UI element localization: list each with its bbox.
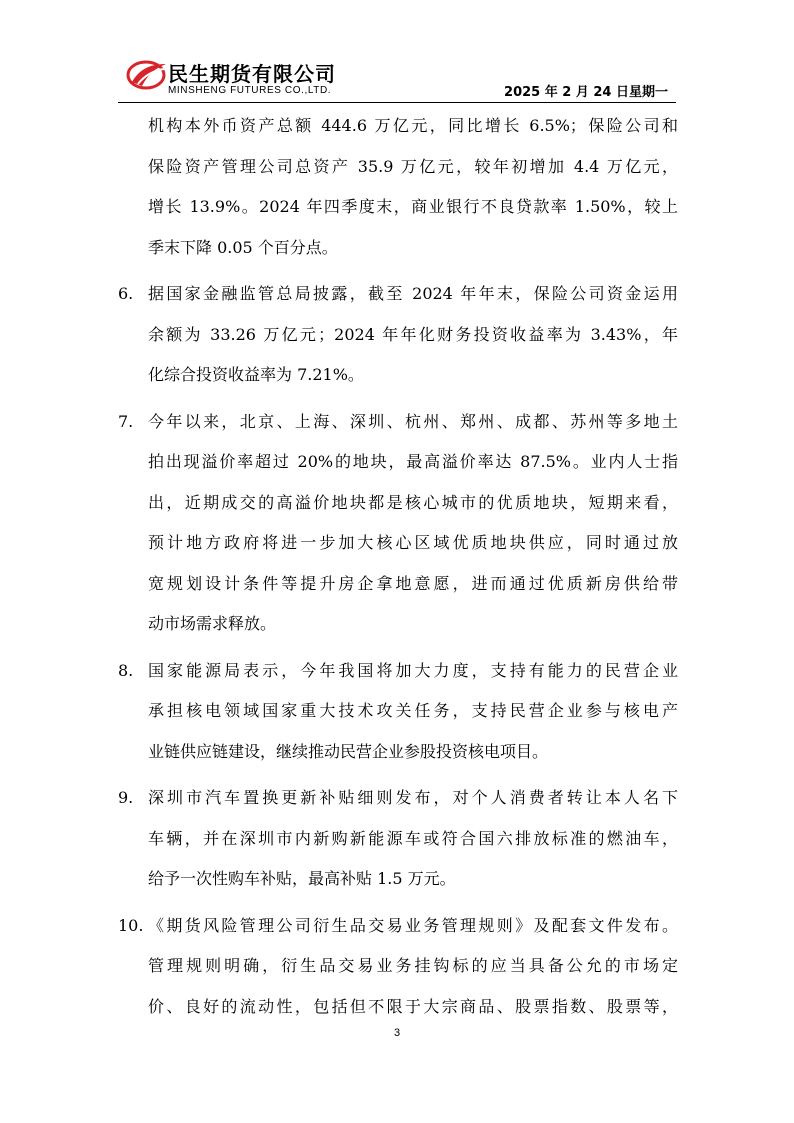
news-list (118, 106, 678, 1027)
text-line: 业链供应链建设，继续推动民营企业参股投资核电项目。 (148, 741, 549, 761)
text-line: 动市场需求释放。 (148, 614, 277, 633)
news-item-8 (118, 651, 678, 773)
company-name-cn: 民生期货有限公司 (168, 62, 336, 86)
text-line: 季末下降 0.05 个百分点。 (148, 237, 338, 257)
text-line: 深圳市汽车置换更新补贴细则发布，对个人消费者转让本人名下 (148, 788, 678, 807)
text-line: 出，近期成交的高溢价地块都是核心城市的优质地块，短期来看， (148, 492, 678, 512)
text-line: 管理规则明确，衍生品交易业务挂钩标的应当具备公允的市场定 (148, 956, 678, 975)
news-item-7 (118, 402, 678, 645)
text-line: 余额为 33.26 万亿元；2024 年年化财务投资收益率为 3.43%，年 (148, 324, 678, 344)
text-line: 化综合投资收益率为 7.21%。 (148, 365, 364, 384)
report-date: 2025 年 2 月 24 日星期一 (504, 85, 668, 100)
text-line: 据国家金融监管总局披露，截至 2024 年年末，保险公司资金运用 (148, 284, 678, 303)
text-line: 预计地方政府将进一步加大核心区域优质地块供应，同时通过放 (148, 533, 678, 552)
text-line: 宽规划设计条件等提升房企拿地意愿，进而通过优质新房供给带 (148, 573, 678, 593)
text-line: 增长 13.9%。2024 年四季度末，商业银行不良贷款率 1.50%，较上 (148, 197, 678, 216)
company-name-en: MINSHENG FUTURES CO.,LTD. (168, 85, 332, 96)
news-item-9 (118, 778, 678, 900)
item-number: 6. (118, 284, 134, 303)
news-item-6 (118, 274, 678, 396)
text-line: 国家能源局表示，今年我国将加大力度，支持有能力的民营企业 (148, 660, 678, 680)
item-number: 7. (118, 411, 134, 431)
item-number: 10. (118, 915, 144, 935)
text-line: 拍出现溢价率超过 20%的地块，最高溢价率达 87.5%。业内人士指 (148, 452, 678, 471)
text-line: 给予一次性购车补贴，最高补贴 1.5 万元。 (148, 869, 456, 888)
text-line: 价、良好的流动性，包括但不限于大宗商品、股票指数、股票等， (148, 996, 678, 1016)
text-line: 车辆，并在深圳市内新购新能源车或符合国六排放标准的燃油车， (148, 828, 678, 848)
text-line: 保险资产管理公司总资产 35.9 万亿元，较年初增加 4.4 万亿元， (148, 156, 678, 176)
news-item-10 (118, 906, 678, 1028)
item-number: 8. (118, 660, 134, 680)
minsheng-logo-icon (126, 58, 168, 92)
page-header (118, 52, 676, 103)
text-line: 承担核电领域国家重大技术攻关任务，支持民营企业参与核电产 (148, 701, 678, 720)
item-number: 9. (118, 788, 134, 807)
page-number: 3 (393, 1027, 401, 1039)
text-line: 《期货风险管理公司衍生品交易业务管理规则》及配套文件发布。 (148, 915, 678, 935)
news-item-continued (118, 106, 678, 268)
text-line: 今年以来，北京、上海、深圳、杭州、郑州、成都、苏州等多地土 (148, 411, 678, 431)
text-line: 机构本外币资产总额 444.6 万亿元，同比增长 6.5%；保险公司和 (148, 116, 678, 135)
